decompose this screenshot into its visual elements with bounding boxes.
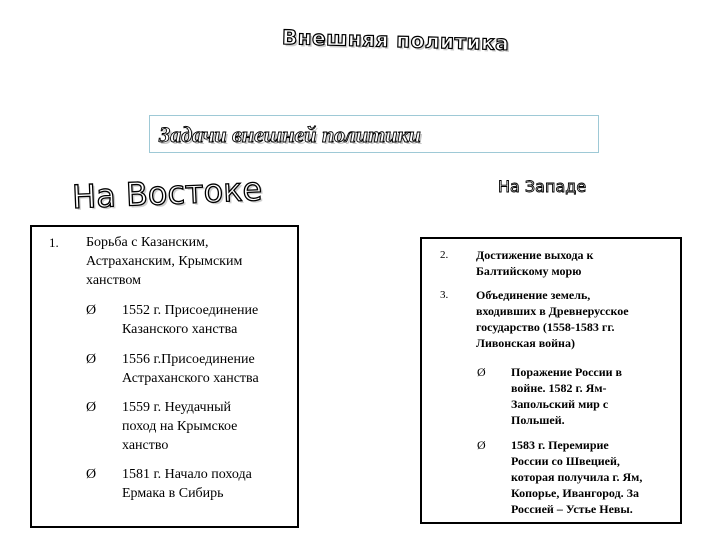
east-subitem-line: 1556 г.Присоединение (122, 352, 255, 367)
west-item-line: Объединение земель, (476, 288, 591, 302)
east-item-text (86, 233, 242, 290)
arrow-bullet-icon: Ø (86, 303, 97, 318)
west-subitem-line: 1583 г. Перемирие (511, 438, 609, 452)
east-subitem-line: Казанского ханства (122, 322, 238, 337)
west-subitem-line: войне. 1582 г. Ям- (511, 381, 607, 395)
east-subitem-line: ханство (122, 438, 169, 453)
west-item-line: Достижение выхода к (476, 248, 594, 262)
arrow-bullet-icon: Ø (86, 352, 97, 367)
east-subitem-line: Ермака в Сибирь (122, 486, 224, 501)
west-subitem (511, 364, 622, 428)
east-subitem-line: поход на Крымское (122, 419, 238, 434)
east-item-number: 1. (49, 235, 59, 250)
east-subitem (122, 398, 237, 455)
east-subitem (122, 465, 252, 503)
arrow-bullet-icon: Ø (477, 438, 486, 452)
west-item-line: Ливонская война) (476, 336, 575, 350)
west-item-text (476, 287, 629, 351)
west-box (420, 237, 682, 524)
west-item-number: 2. (440, 249, 449, 261)
west-subitem-line: которая получила г. Ям, (511, 470, 643, 484)
west-item-text (476, 247, 593, 279)
east-title: На Востоке (71, 169, 263, 217)
west-subitem-line: России со Швецией, (511, 454, 620, 468)
west-subitem-line: Поражение России в (511, 365, 623, 379)
east-box (30, 225, 299, 528)
west-item-line: входивших в Древнерусское (476, 304, 629, 318)
east-subitem (122, 301, 258, 339)
page-title: Внешняя политика (281, 25, 510, 55)
west-item-line: Балтийскому морю (476, 264, 582, 278)
west-subitem-line: Польшей. (511, 413, 565, 427)
east-subitem (122, 350, 259, 388)
arrow-bullet-icon: Ø (86, 467, 97, 482)
west-subitem-line: Россией – Устье Невы. (511, 502, 633, 516)
west-item-number: 3. (440, 289, 449, 301)
arrow-bullet-icon: Ø (477, 365, 486, 379)
west-subitem-line: Копорье, Ивангород. За (511, 486, 639, 500)
west-subitem (511, 437, 642, 517)
east-subitem-line: 1559 г. Неудачный (122, 400, 231, 415)
east-item-line: Астраханским, Крымским (86, 254, 243, 269)
west-item-line: государство (1558-1583 гг. (476, 320, 615, 334)
west-subitem-line: Запольский мир с (511, 397, 609, 411)
east-subitem-line: 1552 г. Присоединение (122, 303, 259, 318)
east-item-line: Борьба с Казанским, (86, 235, 209, 250)
east-subitem-line: 1581 г. Начало похода (122, 467, 252, 482)
tasks-heading-box (149, 115, 599, 153)
arrow-bullet-icon: Ø (86, 400, 97, 415)
west-title: На Западе (498, 177, 587, 196)
east-subitem-line: Астраханского ханства (122, 371, 259, 386)
tasks-heading: Задачи внешней политики (159, 122, 421, 147)
east-item-line: ханством (86, 273, 141, 288)
